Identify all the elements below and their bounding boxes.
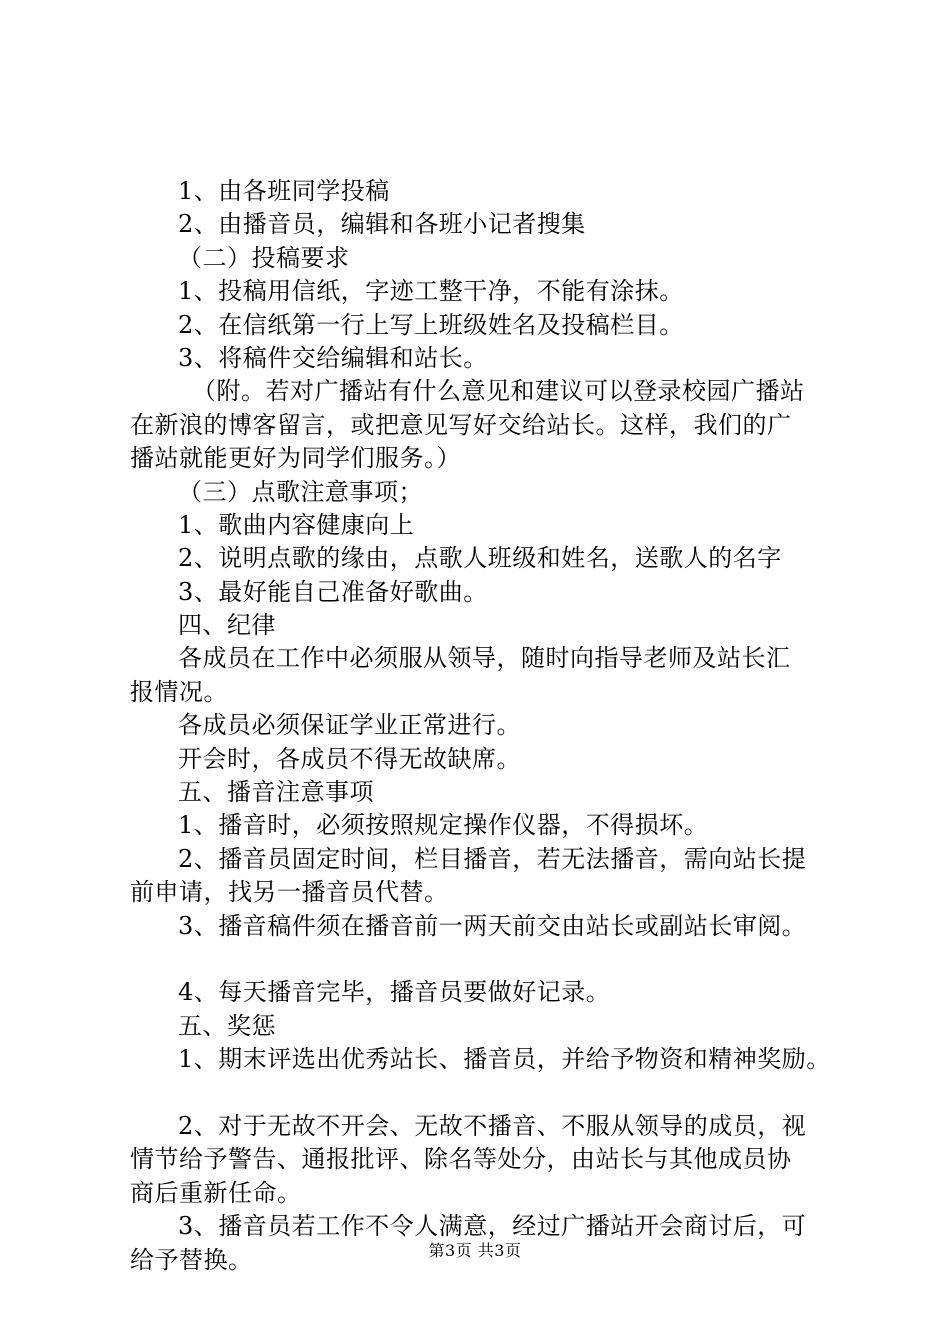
paragraph-line: 2、由播音员，编辑和各班小记者搜集 [178,210,586,239]
paragraph-line: 3、将稿件交给编辑和站长。 [178,343,488,372]
paragraph-line: 1、投稿用信纸，字迹工整干净，不能有涂抹。 [178,277,684,306]
paragraph-line: 1、由各班同学投稿 [178,177,390,205]
paragraph-line: 前申请，找另一播音员代替。 [130,878,449,907]
paragraph-line: 1、歌曲内容健康向上 [178,510,415,539]
paragraph-line: 商后重新任命。 [130,1178,302,1207]
paragraph-line: 各成员在工作中必须服从领导，随时向指导老师及站长汇 [178,644,791,673]
paragraph-line: 给予替换。 [130,1245,253,1274]
section-heading: （三）点歌注意事项； [178,477,423,506]
section-heading: 四、纪律 [178,611,276,640]
paragraph-line: 开会时，各成员不得无故缺席。 [178,744,521,773]
paragraph-line: 2、对于无故不开会、无故不播音、不服从领导的成员，视 [178,1111,807,1140]
document-body [130,175,850,1277]
paragraph-line: （附。若对广播站有什么意见和建议可以登录校园广播站 [192,377,805,406]
paragraph-line: 3、播音稿件须在播音前一两天前交由站长或副站长审阅。 [178,911,807,940]
paragraph-line: 报情况。 [130,677,228,706]
paragraph-line: 在新浪的博客留言，或把意见写好交给站长。这样，我们的广 [130,410,792,439]
blank-line [130,1077,850,1110]
paragraph-line: 1、期末评选出优秀站长、播音员，并给予物资和精神奖励。 [178,1045,831,1074]
section-heading: 五、奖惩 [178,1011,276,1040]
section-heading: （二）投稿要求 [178,243,350,272]
page-footer: 第3页 共3页 [428,1241,522,1260]
paragraph-line: 4、每天播音完毕，播音员要做好记录。 [178,978,611,1007]
paragraph-line: 播站就能更好为同学们服务。） [130,444,461,473]
paragraph-line: 3、最好能自己准备好歌曲。 [178,577,488,606]
paragraph-line: 情节给予警告、通报批评、除名等处分，由站长与其他成员协 [130,1145,792,1174]
paragraph-line: 2、说明点歌的缘由，点歌人班级和姓名，送歌人的名字 [178,544,782,573]
paragraph-line: 各成员必须保证学业正常进行。 [178,711,521,740]
paragraph-line: 2、在信纸第一行上写上班级姓名及投稿栏目。 [178,310,684,339]
paragraph-line: 2、播音员固定时间，栏目播音，若无法播音，需向站长提 [178,844,807,873]
paragraph-line: 1、播音时，必须按照规定操作仪器，不得损坏。 [178,811,709,840]
paragraph-line: 3、播音员若工作不令人满意，经过广播站开会商讨后，可 [178,1212,807,1241]
section-heading: 五、播音注意事项 [178,778,374,807]
blank-line [130,943,850,976]
